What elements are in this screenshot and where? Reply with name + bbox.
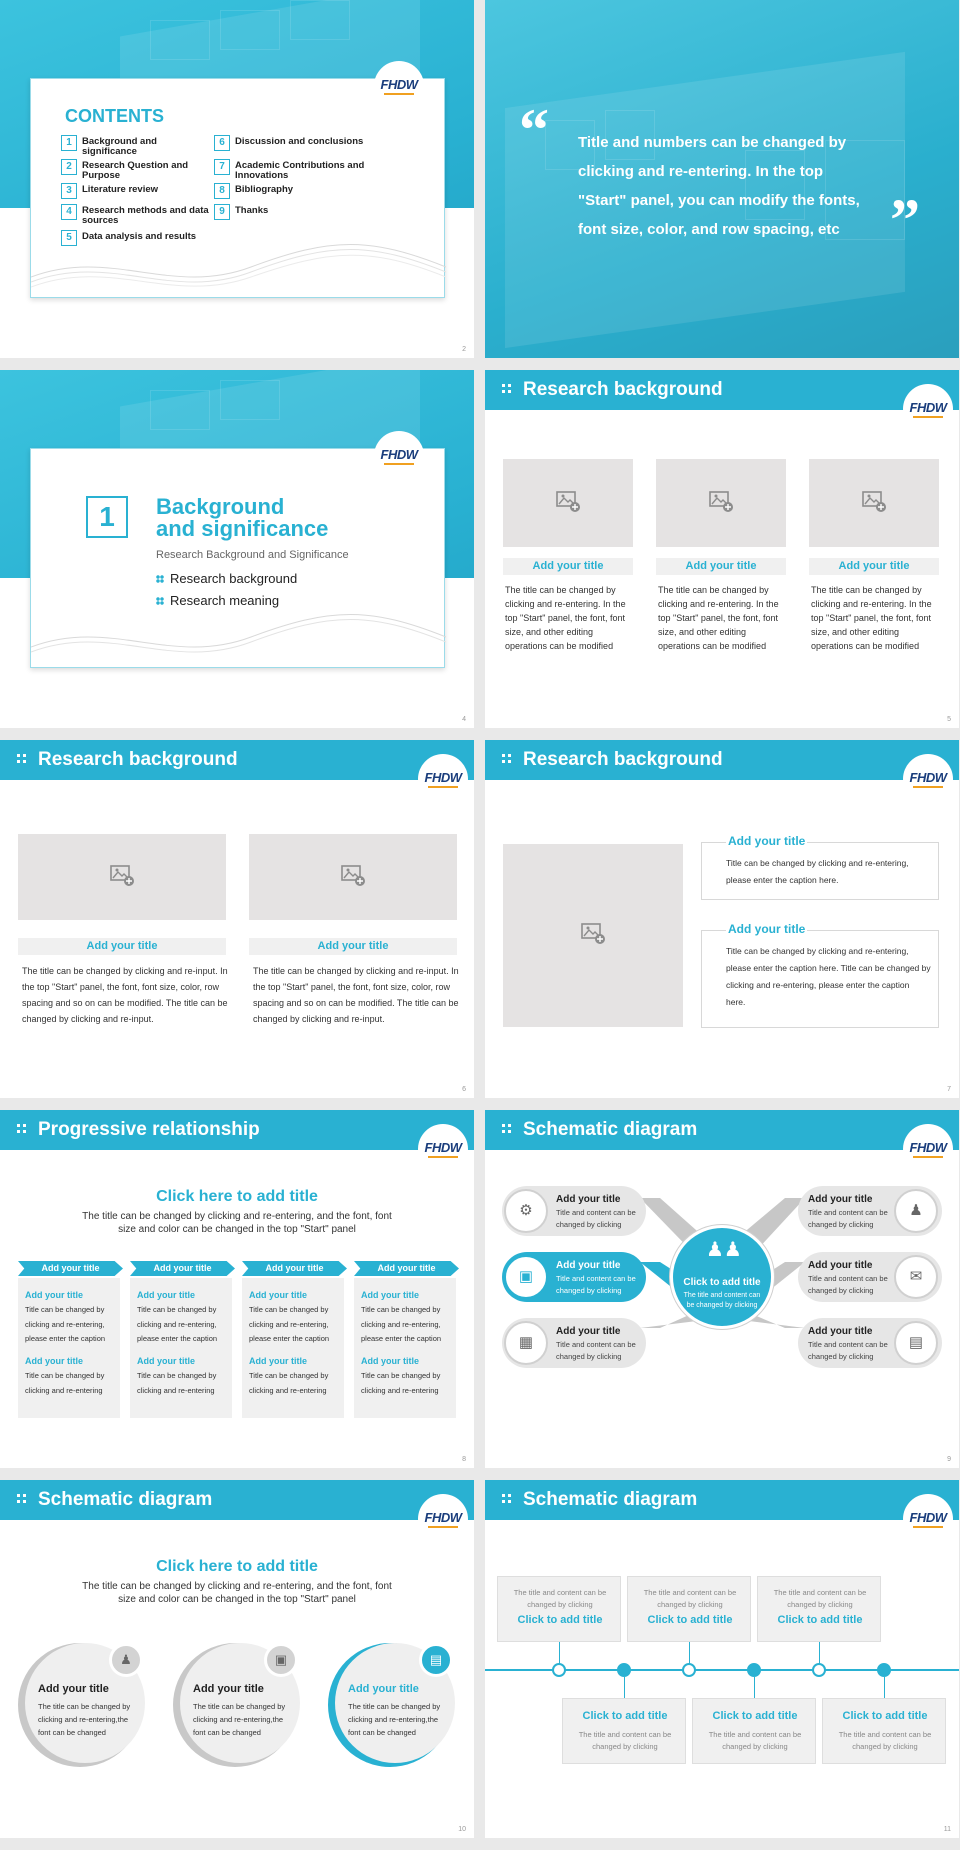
timeline-connector	[819, 1642, 820, 1664]
circle-icon: ♟	[109, 1643, 143, 1677]
step-text: Title can be changed by clicking and re-entering	[361, 1371, 441, 1395]
step-panel[interactable]	[18, 1278, 120, 1418]
slide-title: Schematic diagram	[523, 1119, 698, 1140]
step-title: Add your title	[137, 1356, 195, 1366]
toc-item[interactable]	[61, 204, 211, 224]
fhdw-logo: FHDW	[418, 1124, 468, 1174]
step-text: Title can be changed by clicking and re-entering, please enter the caption	[249, 1305, 330, 1343]
image-add-icon	[861, 489, 887, 518]
column-text[interactable]: The title can be changed by clicking and re-input. In the top "Start" panel, the font, font size, color, row spacing and so on can be modified. The title can be changed by clicking and re-input.	[22, 966, 228, 1024]
hub-item-title: Add your title	[556, 1194, 621, 1205]
hub-item-title: Add your title	[808, 1194, 873, 1205]
hub-item[interactable]	[798, 1186, 942, 1236]
slide-title: Schematic diagram	[523, 1489, 698, 1510]
timeline-title: Click to add title	[777, 1614, 863, 1626]
section-bullet[interactable]	[156, 570, 297, 588]
hub-item-title: Add your title	[556, 1326, 621, 1337]
page-number: 4	[462, 716, 466, 723]
hub-item[interactable]	[502, 1318, 646, 1368]
section-subtitle: Research Background and Significance	[156, 549, 349, 561]
page-number: 9	[947, 1456, 951, 1463]
image-placeholder[interactable]	[503, 459, 633, 547]
toc-item[interactable]	[214, 135, 364, 155]
step-text: Title can be changed by clicking and re-entering, please enter the caption	[25, 1305, 106, 1343]
main-subtitle[interactable]: The title can be changed by clicking and re-entering, and the font, font size and color can be changed in the top "Start" panel	[82, 1211, 392, 1235]
toc-number: 2	[61, 159, 77, 175]
hub-item-text: Title and content can be changed by clicking	[808, 1208, 888, 1229]
toc-item[interactable]	[61, 159, 211, 179]
hub-item-title: Add your title	[556, 1260, 621, 1271]
hub-item-text: Title and content can be changed by clicking	[556, 1340, 636, 1361]
timeline-title: Click to add title	[647, 1614, 733, 1626]
page-number: 7	[947, 1086, 951, 1093]
toc-label: Bibliography	[235, 184, 294, 195]
contents-title: CONTENTS	[65, 106, 164, 126]
timeline-connector	[754, 1677, 755, 1699]
caption-box[interactable]	[701, 922, 939, 1028]
toc-number: 6	[214, 135, 230, 151]
timeline-node[interactable]	[877, 1663, 891, 1677]
step-title: Add your title	[249, 1290, 307, 1300]
contents-card	[30, 78, 445, 298]
step-title: Add your title	[361, 1290, 419, 1300]
image-add-icon	[109, 863, 135, 892]
hub-item[interactable]	[502, 1252, 646, 1302]
slide-header	[485, 740, 959, 780]
quote-text: Title and numbers can be changed by clicking and re-entering. In the top "Start" panel, you can modify the fonts, font size, color, and row spacing, etc	[578, 134, 860, 238]
toc-item[interactable]	[214, 159, 364, 179]
toc-item[interactable]	[61, 135, 211, 155]
wave-decoration	[31, 597, 446, 667]
timeline-text: The title and content can be changed by clicking	[773, 1588, 867, 1609]
bullet-label: Research meaning	[170, 593, 280, 608]
timeline-card-top[interactable]	[627, 1576, 751, 1642]
timeline-text: The title and content can be changed by clicking	[513, 1588, 607, 1609]
toc-item[interactable]	[214, 183, 364, 203]
section-title-1: Background	[156, 494, 285, 519]
slide-header	[0, 1110, 474, 1150]
toc-label: Literature review	[82, 184, 159, 195]
close-quote-icon: ”	[890, 187, 920, 253]
step-label: Add your title	[377, 1263, 436, 1273]
slide-title: Progressive relationship	[38, 1119, 260, 1140]
caption-text: Title can be changed by clicking and re-entering, please enter the caption here. Title can be changed by clicking and re-entering, please enter the caption here.	[726, 946, 931, 1007]
step-text: Title can be changed by clicking and re-entering	[249, 1371, 329, 1395]
circle-title: Add your title	[348, 1683, 419, 1695]
fhdw-logo: FHDW	[374, 61, 424, 111]
column-title[interactable]: Add your title	[809, 558, 939, 575]
hub-item[interactable]	[798, 1318, 942, 1368]
caption-box[interactable]	[701, 834, 939, 900]
timeline-connector	[689, 1642, 690, 1664]
toc-number: 4	[61, 204, 77, 220]
slide-header	[0, 1480, 474, 1520]
open-quote-icon: “	[519, 97, 549, 163]
column-title[interactable]: Add your title	[18, 938, 226, 955]
chat-icon: ✉	[894, 1255, 938, 1299]
page-number: 11	[943, 1826, 951, 1833]
slide-progressive-relationship[interactable]	[0, 1110, 474, 1468]
slide-title: Research background	[38, 749, 238, 770]
toc-number: 9	[214, 204, 230, 220]
column-title[interactable]: Add your title	[503, 558, 633, 575]
hub-text: The title and content can be changed by clicking	[683, 1292, 761, 1309]
people-icon: ♟♟	[706, 1239, 742, 1261]
slide-contents[interactable]	[0, 0, 474, 358]
toc-number: 5	[61, 230, 77, 246]
bullet-label: Research background	[170, 571, 298, 586]
main-subtitle[interactable]: The title can be changed by clicking and re-entering, and the font, font size and color can be changed in the top "Start" panel	[82, 1581, 392, 1605]
section-number: 1	[86, 496, 128, 538]
fhdw-logo: FHDW	[903, 754, 953, 804]
slide-header	[485, 1480, 959, 1520]
timeline-node[interactable]	[682, 1663, 696, 1677]
toc-item[interactable]	[61, 183, 211, 203]
circle-title: Add your title	[38, 1683, 109, 1695]
slide-quote[interactable]	[485, 0, 959, 358]
fhdw-logo: FHDW	[418, 754, 468, 804]
slide-section-1[interactable]	[0, 370, 474, 728]
step-label: Add your title	[265, 1263, 324, 1273]
timeline-title: Click to add title	[582, 1710, 668, 1722]
slide-header	[485, 370, 959, 410]
presenter-icon: ▣	[504, 1255, 548, 1299]
column-title[interactable]: Add your title	[249, 938, 457, 955]
section-title-2: and significance	[156, 516, 329, 541]
step-text: Title can be changed by clicking and re-entering, please enter the caption	[361, 1305, 442, 1343]
column-text[interactable]: The title can be changed by clicking and re-entering. In the top "Start" panel, the font, font size, and other editing operations can be modified	[505, 585, 626, 651]
page-number: 5	[947, 716, 951, 723]
image-add-icon	[580, 921, 606, 950]
timeline-text: The title and content can be changed by clicking	[708, 1730, 802, 1751]
column-text[interactable]: The title can be changed by clicking and re-input. In the top "Start" panel, the font, font size, color, row spacing and so on can be modified. The title can be changed by clicking and re-input.	[253, 966, 459, 1024]
step-title: Add your title	[361, 1356, 419, 1366]
hub-item[interactable]	[798, 1252, 942, 1302]
image-add-icon	[555, 489, 581, 518]
toc-label: Data analysis and results	[82, 231, 197, 242]
image-placeholder[interactable]	[18, 834, 226, 920]
hub-item-text: Title and content can be changed by clicking	[556, 1274, 636, 1295]
main-title[interactable]: Click here to add title	[156, 1188, 318, 1205]
hub-item[interactable]	[502, 1186, 646, 1236]
timeline-title: Click to add title	[842, 1710, 928, 1722]
step-text: Title can be changed by clicking and re-entering	[137, 1371, 217, 1395]
hub-item-text: Title and content can be changed by clicking	[808, 1340, 888, 1361]
toc-label: Academic Contributions and Innovations	[235, 160, 365, 181]
timeline-card-top[interactable]	[497, 1576, 621, 1642]
fhdw-logo: FHDW	[374, 431, 424, 481]
timeline-title: Click to add title	[517, 1614, 603, 1626]
caption-title: Add your title	[728, 922, 806, 936]
slide-title: Research background	[523, 379, 723, 400]
toc-number: 3	[61, 183, 77, 199]
slide-research-background-2col[interactable]	[0, 740, 474, 1098]
circle-text: The title can be changed by clicking and re-entering,the font can be changed	[38, 1702, 131, 1737]
slide-research-background-3col[interactable]	[485, 370, 959, 728]
timeline-text: The title and content can be changed by clicking	[838, 1730, 932, 1751]
step-text: Title can be changed by clicking and re-entering	[25, 1371, 105, 1395]
circle-icon: ▣	[264, 1643, 298, 1677]
step-panel[interactable]	[130, 1278, 232, 1418]
circle-title: Add your title	[193, 1683, 264, 1695]
hub-item-text: Title and content can be changed by clicking	[808, 1274, 888, 1295]
page-number: 2	[462, 346, 466, 353]
timeline-text: The title and content can be changed by clicking	[643, 1588, 737, 1609]
image-placeholder[interactable]	[249, 834, 457, 920]
toc-label: Research methods and data sources	[82, 205, 209, 226]
timeline-node[interactable]	[747, 1663, 761, 1677]
column-text[interactable]: The title can be changed by clicking and re-entering. In the top "Start" panel, the font, font size, and other editing operations can be modified	[811, 585, 932, 651]
column-text[interactable]: The title can be changed by clicking and re-entering. In the top "Start" panel, the font, font size, and other editing operations can be modified	[658, 585, 779, 651]
timeline-card-bottom[interactable]	[562, 1698, 686, 1764]
toc-number: 1	[61, 135, 77, 151]
caption-text: Title can be changed by clicking and re-entering, please enter the caption here.	[726, 858, 909, 885]
circle-text: The title can be changed by clicking and re-entering,the font can be changed	[348, 1702, 441, 1737]
timeline-node[interactable]	[552, 1663, 566, 1677]
user-icon: ♟	[894, 1189, 938, 1233]
toc-item[interactable]	[61, 230, 211, 250]
slide-research-background-boxes[interactable]	[485, 740, 959, 1098]
toc-label: Thanks	[235, 205, 269, 216]
step-title: Add your title	[25, 1290, 83, 1300]
page-number: 6	[462, 1086, 466, 1093]
fhdw-logo: FHDW	[903, 384, 953, 434]
step-label: Add your title	[41, 1263, 100, 1273]
column-title[interactable]: Add your title	[656, 558, 786, 575]
step-title: Add your title	[249, 1356, 307, 1366]
timeline-connector	[884, 1677, 885, 1699]
toc-number: 7	[214, 159, 230, 175]
hub-title: Click to add title	[683, 1277, 761, 1288]
step-text: Title can be changed by clicking and re-entering, please enter the caption	[137, 1305, 218, 1343]
timeline-card-bottom[interactable]	[692, 1698, 816, 1764]
timeline-node[interactable]	[812, 1663, 826, 1677]
timeline-card-bottom[interactable]	[822, 1698, 946, 1764]
timeline-card-top[interactable]	[757, 1576, 881, 1642]
page-number: 10	[458, 1826, 466, 1833]
timeline-node[interactable]	[617, 1663, 631, 1677]
timeline-text: The title and content can be changed by clicking	[578, 1730, 672, 1751]
circle-icon: ▤	[419, 1643, 453, 1677]
main-title[interactable]: Click here to add title	[156, 1558, 318, 1575]
hub-item-title: Add your title	[808, 1260, 873, 1271]
timeline-connector	[624, 1677, 625, 1699]
step-panel[interactable]	[354, 1278, 456, 1418]
fhdw-logo: FHDW	[418, 1494, 468, 1544]
toc-number: 8	[214, 183, 230, 199]
circle-text: The title can be changed by clicking and re-entering,the font can be changed	[193, 1702, 286, 1737]
image-placeholder[interactable]	[809, 459, 939, 547]
image-placeholder[interactable]	[503, 844, 683, 1027]
hub-item-text: Title and content can be changed by clicking	[556, 1208, 636, 1229]
slide-schematic-timeline[interactable]	[485, 1480, 959, 1838]
fhdw-logo: FHDW	[903, 1124, 953, 1174]
step-title: Add your title	[25, 1356, 83, 1366]
caption-title: Add your title	[728, 834, 806, 848]
teacher-icon: ▤	[894, 1321, 938, 1365]
slide-title: Research background	[523, 749, 723, 770]
step-title: Add your title	[137, 1290, 195, 1300]
page-number: 8	[462, 1456, 466, 1463]
image-add-icon	[708, 489, 734, 518]
timeline-connector	[559, 1642, 560, 1664]
board-icon: ▦	[504, 1321, 548, 1365]
fhdw-logo: FHDW	[903, 1494, 953, 1544]
slide-schematic-hub[interactable]	[485, 1110, 959, 1468]
hub-item-title: Add your title	[808, 1326, 873, 1337]
slide-header	[0, 740, 474, 780]
gear-icon: ⚙	[504, 1189, 548, 1233]
bullet-dots-icon	[156, 575, 164, 583]
image-placeholder[interactable]	[656, 459, 786, 547]
image-add-icon	[340, 863, 366, 892]
step-panel[interactable]	[242, 1278, 344, 1418]
toc-label: Discussion and conclusions	[235, 136, 364, 147]
section-card	[30, 448, 445, 668]
toc-label: Research Question and Purpose	[82, 160, 189, 181]
slide-title: Schematic diagram	[38, 1489, 213, 1510]
toc-item[interactable]	[214, 204, 364, 224]
timeline-title: Click to add title	[712, 1710, 798, 1722]
slide-schematic-circles[interactable]	[0, 1480, 474, 1838]
step-label: Add your title	[153, 1263, 212, 1273]
toc-label: Background and significance	[82, 136, 157, 157]
